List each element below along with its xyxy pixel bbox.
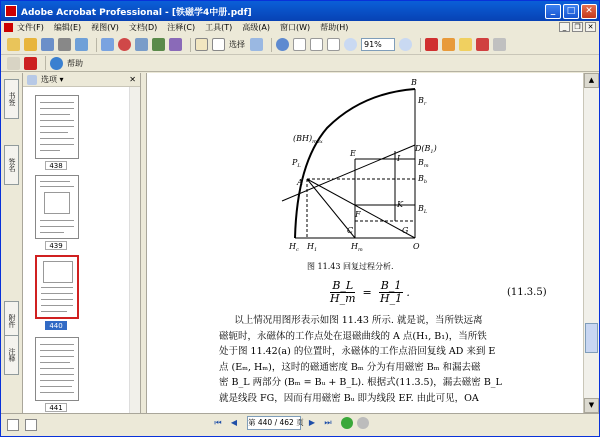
tab-attachments[interactable]: 附件 [4, 301, 19, 341]
label-bl: $B_L$ [418, 204, 428, 215]
maximize-button[interactable]: □ [563, 4, 579, 19]
toolbar-secondary [1, 55, 599, 72]
zoom-level-field[interactable]: 91% [361, 38, 395, 51]
label-hm: $H_m$ [351, 242, 363, 253]
fit-width-icon[interactable] [327, 38, 340, 51]
select-text-icon[interactable] [212, 38, 225, 51]
document-window-buttons [557, 22, 596, 32]
organizer-icon[interactable] [169, 38, 182, 51]
paragraph-line: 点 (Eₘ, Hₘ)，这时的磁通密度 Bₘ 分为有用磁密 Bₘ 和漏去磁 [219, 361, 481, 373]
eq-lhs-denominator: H_m [330, 292, 356, 305]
label-e: E [350, 149, 356, 158]
window-title: Adobe Acrobat Professional - [铁磁学4中册.pdf] [21, 7, 252, 18]
eq-rhs-numerator: B_1 [380, 279, 402, 292]
label-a: A [297, 178, 303, 187]
page-thumbnail-label[interactable]: 438 [45, 161, 67, 170]
page-thumbnail-label-selected[interactable]: 440 [45, 321, 67, 330]
paragraph-line: 处于图 11.42(a) 的位置时，永磁体的工作点沿回复线 AD 来到 E [219, 346, 496, 358]
label-pl: $P_L$ [292, 158, 301, 169]
navigation-tabs-strip [1, 73, 23, 413]
tab-bookmarks[interactable]: 书签 [4, 79, 19, 119]
acrobat-app-icon [5, 5, 17, 17]
label-k: K [397, 200, 403, 209]
zoom-in-icon[interactable] [276, 38, 289, 51]
label-bhmax: $(BH)_{max}$ [293, 134, 323, 145]
minimize-button[interactable]: _ [545, 4, 561, 19]
tab-comments[interactable]: 注释 [4, 335, 19, 375]
toolbar-separator [45, 56, 46, 70]
hand-tool-icon[interactable] [195, 38, 208, 51]
select-tool-label[interactable]: 选择 [229, 40, 245, 49]
menu-document[interactable]: 文档(D) [128, 23, 158, 32]
thumbnail-figure [44, 192, 70, 214]
page-number-field[interactable]: 第 440 / 462 页 [247, 416, 301, 430]
doc-restore-button[interactable]: ❐ [572, 22, 583, 32]
panel-header [23, 73, 140, 87]
page-thumbnail[interactable] [35, 337, 79, 401]
tab-signatures[interactable]: 签名 [4, 145, 19, 185]
menu-bar [1, 21, 599, 34]
thumbnail-figure [43, 261, 73, 283]
help-label: 帮助 [67, 58, 83, 68]
pages-panel [23, 73, 141, 413]
menu-tools[interactable]: 工具(T) [205, 23, 233, 32]
doc-close-button[interactable]: ✕ [585, 22, 596, 32]
page-thumbnail-current[interactable] [35, 255, 79, 319]
next-page-button[interactable]: ▶ [308, 418, 316, 427]
first-page-button[interactable]: ⏮ [214, 418, 222, 427]
page-navigation [211, 416, 369, 430]
label-g: G [402, 226, 409, 235]
print-icon[interactable] [58, 38, 71, 51]
yahoo-search-icon[interactable] [24, 57, 37, 70]
next-view-icon[interactable] [357, 417, 369, 429]
zoom-in-small-icon[interactable] [399, 38, 412, 51]
thumbnail-list [23, 87, 129, 413]
paperclip-icon[interactable] [101, 38, 114, 51]
page-thumbnail-label[interactable]: 439 [45, 241, 67, 250]
help-button[interactable] [50, 57, 83, 70]
body-paragraph [219, 313, 574, 407]
paragraph-line: 以上情况用图形表示如图 11.43 所示. 就是说，当所铁远离 [234, 315, 483, 326]
secure-icon[interactable] [459, 38, 472, 51]
label-c: C [347, 226, 354, 235]
forms-icon[interactable] [493, 38, 506, 51]
menu-file[interactable]: 文件(F) [17, 23, 44, 32]
options-menu[interactable]: 选项 ▾ [41, 75, 64, 84]
label-f: F [355, 210, 361, 219]
create-pdf-task-icon[interactable] [425, 38, 438, 51]
doc-minimize-button[interactable]: _ [559, 22, 570, 32]
eq-rhs-denominator: H_1 [380, 292, 403, 305]
close-button[interactable]: ✕ [581, 4, 597, 19]
scroll-thumb[interactable] [585, 323, 598, 353]
sign-icon[interactable] [476, 38, 489, 51]
toolbar-separator [96, 38, 97, 52]
find-icon[interactable] [135, 38, 148, 51]
menu-advanced[interactable]: 高级(A) [242, 23, 270, 32]
toolbar-separator [420, 38, 421, 52]
document-icon[interactable] [4, 23, 13, 32]
label-bm: $B_m$ [418, 158, 429, 169]
panel-scrollbar[interactable] [129, 87, 140, 413]
previous-view-icon[interactable] [341, 417, 353, 429]
save-icon[interactable] [41, 38, 54, 51]
label-d: $D(B_1)$ [415, 144, 437, 155]
page-thumbnail[interactable] [35, 95, 79, 159]
label-o: O [413, 242, 420, 251]
close-panel-icon[interactable]: ✕ [129, 75, 136, 84]
toolbar-main [1, 35, 599, 55]
figure-caption: 图 11.43 回复过程分析. [307, 262, 394, 271]
label-i: I [397, 154, 401, 163]
label-bb: $B_b$ [418, 174, 428, 185]
menu-view[interactable]: 视图(V) [91, 23, 119, 32]
fit-page-icon[interactable] [310, 38, 323, 51]
eq-lhs-numerator: B_L [332, 279, 354, 292]
menu-comments[interactable]: 注释(C) [167, 23, 196, 32]
toolbar-separator [190, 38, 191, 52]
create-pdf-icon[interactable] [7, 38, 20, 51]
email-icon[interactable] [75, 38, 88, 51]
menu-window[interactable]: 窗口(W) [279, 23, 311, 32]
label-h1: $H_1$ [307, 242, 318, 253]
equation-11-3-5: $\frac{B\_L}{H\_m}$ = $\frac{B\_1}{H\_1}$ . [330, 279, 410, 305]
label-hc: $H_c$ [289, 242, 299, 253]
menu-help[interactable]: 帮助(H) [320, 23, 349, 32]
grip-icon [7, 57, 20, 70]
help-icon [50, 57, 63, 70]
document-scrollbar[interactable] [583, 73, 599, 413]
scroll-up-arrow[interactable]: ▲ [584, 73, 599, 88]
label-br: $B_r$ [418, 96, 427, 107]
document-page-view [147, 73, 583, 413]
page-size-icon[interactable] [7, 419, 19, 431]
open-folder-icon[interactable] [24, 38, 37, 51]
menu-edit[interactable]: 编辑(E) [53, 23, 82, 32]
previous-page-button[interactable]: ◀ [230, 418, 238, 427]
stamp-icon[interactable] [118, 38, 131, 51]
title-bar [1, 1, 599, 21]
toolbar-separator [271, 38, 272, 52]
zoom-out-icon[interactable] [344, 38, 357, 51]
snapshot-icon[interactable] [250, 38, 263, 51]
equation-number: (11.3.5) [507, 287, 547, 298]
actual-size-icon[interactable] [293, 38, 306, 51]
paragraph-line: 磁轭时，永磁体的工作点处在退磁曲线的 A 点(H₁, B₁)，当所铁 [219, 330, 487, 342]
page-thumbnail-label[interactable]: 441 [45, 403, 67, 412]
label-b: B [411, 78, 417, 87]
last-page-button[interactable]: ⏭ [324, 418, 332, 427]
hysteresis-figure [147, 73, 583, 263]
page-thumbnail[interactable] [35, 175, 79, 239]
display-options-icon[interactable] [25, 419, 37, 431]
review-comment-icon[interactable] [442, 38, 455, 51]
paragraph-line: 就是线段 FG，因而有用磁密 Bᵤ 即为线段 EF. 由此可见，OA [219, 392, 479, 404]
search-icon[interactable] [152, 38, 165, 51]
paragraph-line: 密 B_L 两部分 (Bₘ = Bᵤ + B_L). 根据式(11.3.5)，漏去磁密 B_L [219, 377, 502, 389]
thumbnail-options-icon[interactable] [27, 75, 37, 85]
scroll-down-arrow[interactable]: ▼ [584, 398, 599, 413]
